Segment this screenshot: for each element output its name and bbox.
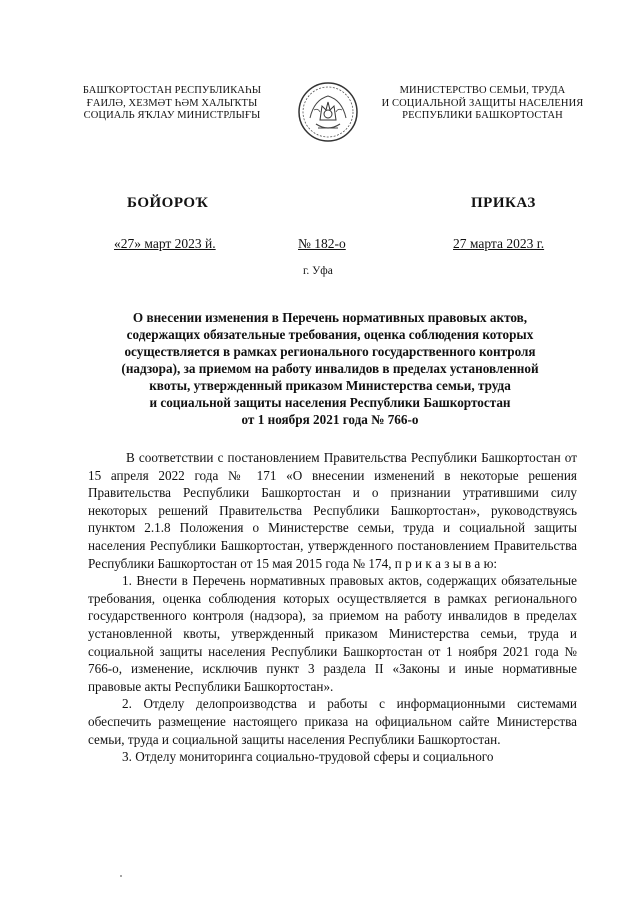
org-line: СОЦИАЛЬ ЯҠЛАУ МИНИСТРЛЫҒЫ (83, 110, 261, 121)
paragraph-item-3: 3. Отделу мониторинга социально-трудовой сферы и социального (122, 749, 494, 765)
org-line: МИНИСТЕРСТВО СЕМЬИ, ТРУДА (399, 85, 566, 96)
doc-type-russian: ПРИКАЗ (471, 195, 536, 211)
title-line: содержащих обязательные требования, оценка соблюдения которых (126, 327, 534, 342)
doc-type-bashkir: БОЙОРОҠ (127, 195, 209, 211)
title-line: осуществляется в рамках регионального государственного контроля (124, 344, 536, 359)
order-number: № 182-о (298, 236, 346, 251)
org-line: И СОЦИАЛЬНОЙ ЗАЩИТЫ НАСЕЛЕНИЯ (381, 97, 584, 109)
org-line: ҒАИЛӘ, ХЕЗМӘТ ҺӘМ ХАЛЫҠТЫ (86, 97, 258, 109)
title-line: и социальной защиты населения Республики Башкортостан (149, 395, 511, 410)
date-russian: 27 марта 2023 г. (453, 236, 545, 251)
org-line: БАШҠОРТОСТАН РЕСПУБЛИКАҺЫ (82, 85, 262, 96)
org-name-russian (365, 85, 600, 123)
title-line: квоты, утвержденный приказом Министерства семьи, труда (149, 378, 511, 393)
title-line: (надзора), за приемом на работу инвалидов в пределах установленной (121, 361, 539, 376)
title-line: О внесении изменения в Перечень нормативных правовых актов, (132, 310, 528, 325)
date-bashkir: «27» март 2023 й. (114, 236, 216, 251)
paragraph-item-2: 2. Отделу делопроизводства и работы с информационными системами обеспечить размещение настоящего приказа на официальном сайте Министерства семьи, труда и социальной защиты населения Республики Башкортостан. (88, 696, 577, 747)
scan-speck (120, 875, 122, 877)
org-line: РЕСПУБЛИКИ БАШКОРТОСТАН (402, 110, 563, 121)
title-line: от 1 ноября 2021 года № 766-о (241, 412, 419, 427)
bashkortostan-coat-of-arms-icon (296, 80, 360, 144)
document-body (88, 449, 577, 766)
document-title (80, 309, 580, 428)
city: г. Уфа (303, 265, 333, 277)
org-name-bashkir (52, 85, 292, 123)
paragraph-item-1: 1. Внести в Перечень нормативных правовых актов, содержащих обязательные требования, оценка соблюдения которых осуществляется в рамках регионального государственного контроля (надзора), за приемом на работу инвалидов в пределах установленной квоты, утвержденный приказом Министерства семьи, труда и социальной защиты населения Республики Башкортостан от 1 ноября 2021 года № 766-о, изменение, исключив пункт 3 раздела II «Законы и иные нормативные правовые акты Республики Башкортостан». (88, 573, 577, 694)
paragraph-preamble: В соответствии с постановлением Правительства Республики Башкортостан от 15 апреля 2022 года № 171 «О внесении изменений в некоторые решения Правительства Республики Башкортостан и о признании утратившими силу некоторых решений Правительства Республики Башкортостан», руководствуясь пунктом 2.1.8 Положения о Министерстве семьи, труда и социальной защиты населения Республики Башкортостан, утвержденного постановлением Правительства Республики Башкортостан от 15 мая 2015 года № 174, п р и к а з ы в а ю: (88, 450, 577, 571)
